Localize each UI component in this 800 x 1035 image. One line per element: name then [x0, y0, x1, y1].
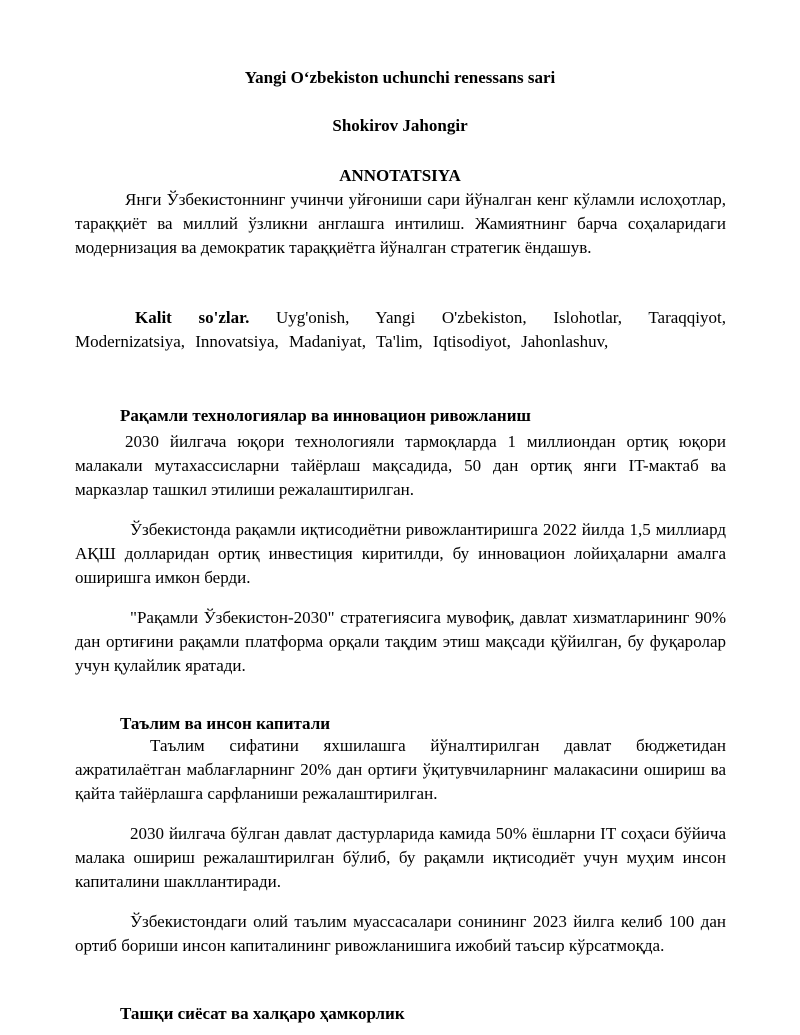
keywords-paragraph [75, 306, 726, 354]
paragraph-digital-2: Ўзбекистонда рақамли иқтисодиётни ривожлантиришга 2022 йилда 1,5 миллиард АҚШ долларидан ортиқ инвестиция киритилди, бу инновацион лойиҳаларни амалга оширишга имкон берди. [75, 520, 726, 587]
keywords-text: Uyg'onish, Yangi O'zbekiston, Islohotlar, Taraqqiyot, Modernizatsiya, Innovatsiya, Madaniyat, Ta'lim, Iqtisodiyot, Jahonlashuv, [75, 308, 726, 351]
section-heading-foreign-policy: Ташқи сиёсат ва халқаро ҳамкорлик [120, 1004, 405, 1023]
paragraph-digital-1: 2030 йилгача юқори технологияли тармоқларда 1 миллиондан ортиқ юқори малакали мутахассисларни тайёрлаш мақсадида, 50 дан ортиқ янги IT-мактаб ва марказлар ташкил этилиши режалаштирилган. [75, 432, 726, 499]
annotation-heading: ANNOTATSIYA [339, 166, 461, 185]
paragraph-education-1: Таълим сифатини яхшилашга йўналтирилган давлат бюджетидан ажратилаётган маблағларнинг 20% дан ортиғи ўқитувчиларнинг малакасини ошириш ва қайта тайёрлашга сарфланиши режалаштирилган. [75, 736, 726, 803]
paragraph-education-2: 2030 йилгача бўлган давлат дастурларида камида 50% ёшларни IT соҳаси бўйича малака ошириш режалаштирилган бўлиб, бу рақамли иқтисодиёт учун муҳим инсон капиталини шакллантиради. [75, 824, 726, 891]
document-title: Yangi O‘zbekiston uchunchi renessans sari [244, 68, 556, 87]
keywords-label: Kalit so'zlar. [135, 308, 250, 327]
section-heading-digital: Рақамли технологиялар ва инновацион ривожланиш [120, 406, 531, 425]
author-name: Shokirov Jahongir [332, 116, 468, 135]
paragraph-digital-3: "Рақамли Ўзбекистон-2030" стратегиясига мувофиқ, давлат хизматларининг 90% дан ортиғини рақамли платформа орқали тақдим этиш мақсади қўйилган, бу фуқаролар учун қулайлик яратади. [75, 608, 726, 675]
paragraph-education-3: Ўзбекистондаги олий таълим муассасалари сонининг 2023 йилга келиб 100 дан ортиб бориши инсон капиталининг ривожланишига ижобий таъсир кўрсатмоқда. [75, 912, 726, 955]
section-heading-education: Таълим ва инсон капитали [120, 714, 331, 733]
annotation-text: Янги Ўзбекистоннинг учинчи уйғониши сари йўналган кенг кўламли ислоҳотлар, тараққиёт ва миллий ўзликни англашга интилиш. Жамиятнинг барча соҳаларидаги модернизация ва демократик тараққиётга йўналган стратегик ёндашув. [75, 190, 726, 257]
